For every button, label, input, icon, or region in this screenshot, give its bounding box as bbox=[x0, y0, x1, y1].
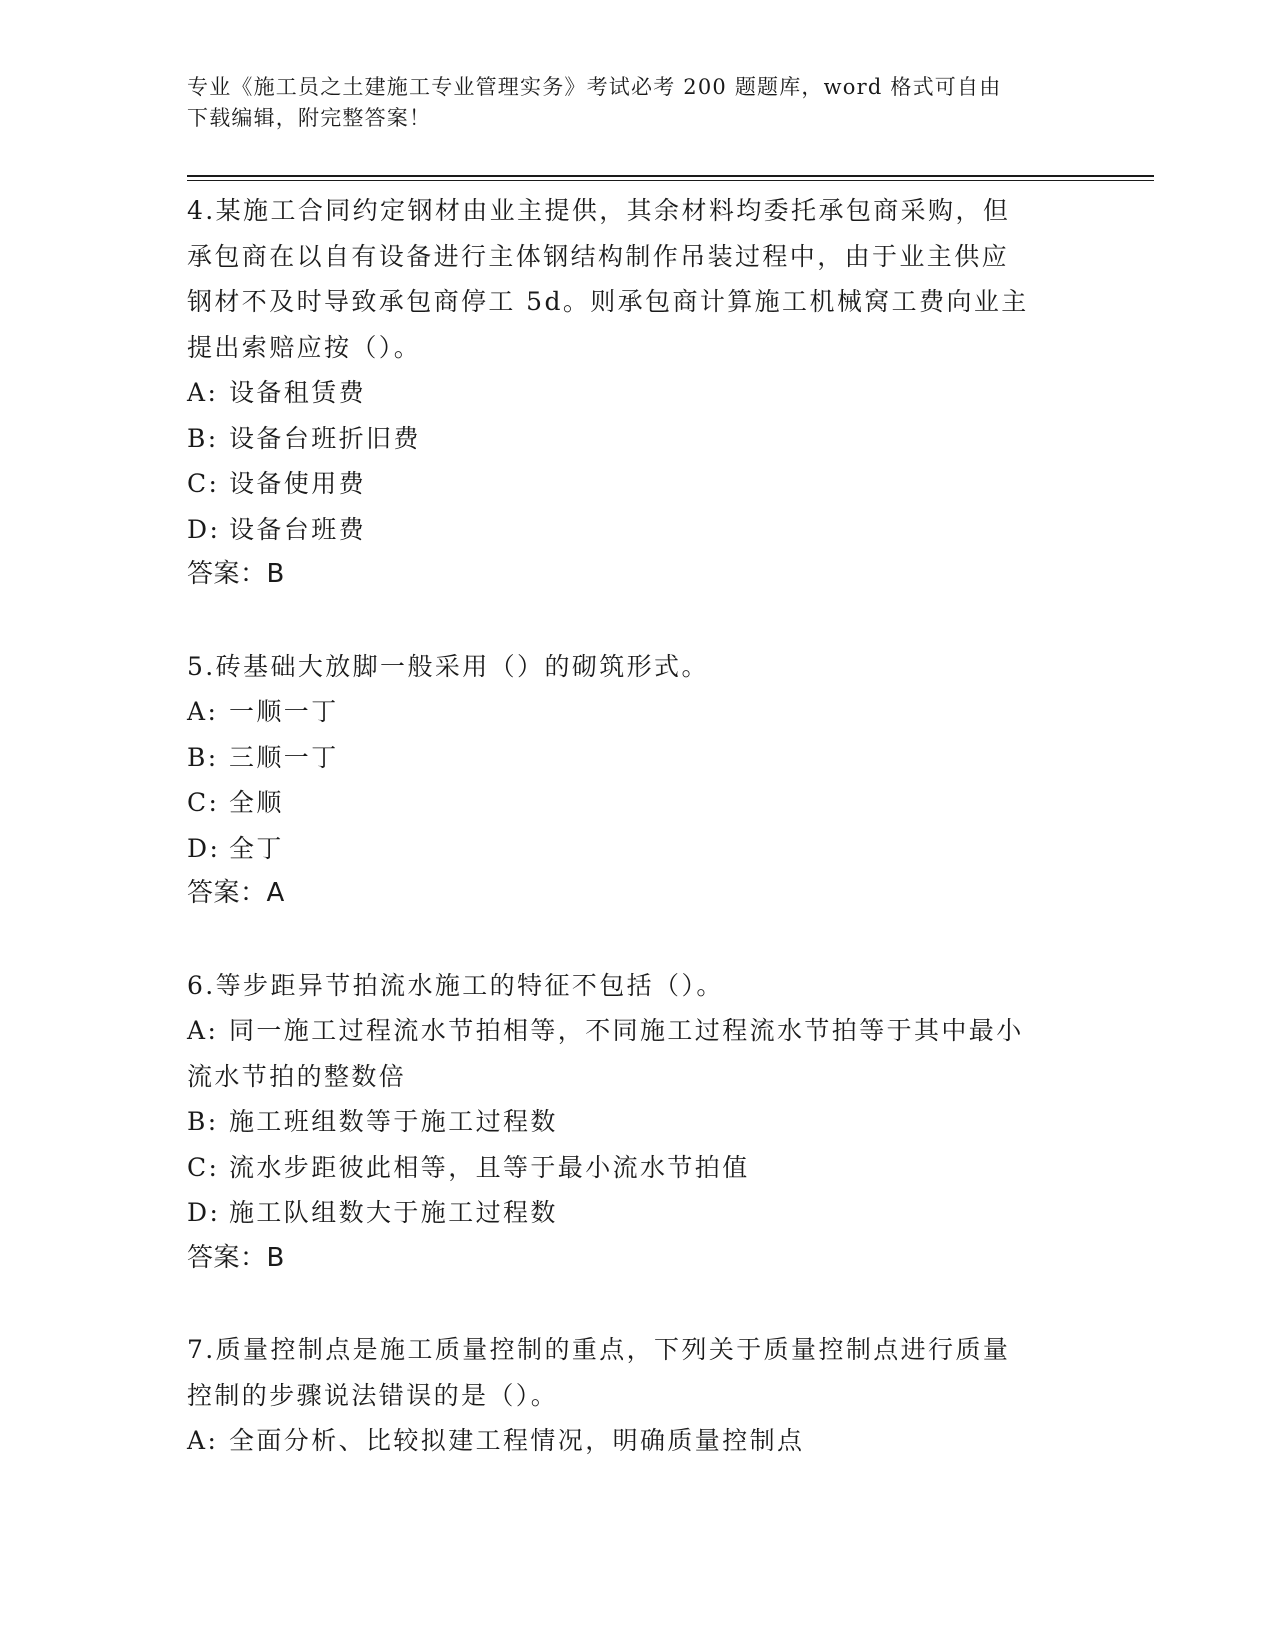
option-key: C: bbox=[187, 1152, 220, 1182]
option-line bbox=[187, 1145, 1087, 1191]
header-divider-thin bbox=[187, 180, 1154, 181]
question-stem-line: 钢材不及时导致承包商停工 5d。则承包商计算施工机械窝工费向业主 bbox=[187, 287, 1029, 316]
option-key: D: bbox=[187, 1198, 221, 1227]
option-text: 设备使用费 bbox=[229, 469, 367, 498]
document-header bbox=[187, 72, 1067, 134]
answer-line: 答案：A bbox=[187, 878, 285, 908]
question-block bbox=[187, 644, 1087, 917]
option-key: D: bbox=[187, 833, 221, 863]
option-key: A: bbox=[187, 1016, 219, 1045]
question-stem-line: 承包商在以自有设备进行主体钢结构制作吊装过程中，由于业主供应 bbox=[187, 241, 1010, 271]
option-key: B: bbox=[187, 1107, 219, 1136]
option-line bbox=[187, 735, 1087, 781]
option-key: D: bbox=[187, 514, 221, 544]
question-stem-line: 5.砖基础大放脚一般采用（）的砌筑形式。 bbox=[187, 651, 709, 681]
option-line bbox=[187, 1190, 1087, 1236]
option-key: A: bbox=[187, 378, 219, 407]
option-line bbox=[187, 461, 1087, 507]
option-line bbox=[187, 1099, 1087, 1145]
option-text: 流水步距彼此相等，且等于最小流水节拍值 bbox=[229, 1152, 750, 1182]
option-text: 同一施工过程流水节拍相等，不同施工过程流水节拍等于其中最小 bbox=[229, 1016, 1024, 1045]
option-text: 施工班组数等于施工过程数 bbox=[229, 1107, 558, 1136]
option-key: A: bbox=[187, 697, 219, 726]
option-text: 设备台班费 bbox=[229, 514, 367, 544]
question-block bbox=[187, 188, 1087, 598]
option-line bbox=[187, 1054, 1087, 1100]
header-line-1: 专业《施工员之土建施工专业管理实务》考试必考 200 题题库，word 格式可自由 bbox=[187, 75, 1002, 99]
header-divider-thick bbox=[187, 175, 1154, 177]
option-text: 全丁 bbox=[229, 833, 284, 863]
option-text: 设备租赁费 bbox=[229, 378, 367, 407]
option-line bbox=[187, 826, 1087, 872]
question-block bbox=[187, 963, 1087, 1282]
question-block bbox=[187, 1327, 1087, 1464]
answer-line: 答案：B bbox=[187, 1242, 285, 1273]
option-key: B: bbox=[187, 423, 219, 453]
option-text: 全面分析、比较拟建工程情况，明确质量控制点 bbox=[229, 1426, 805, 1455]
question-stem-line: 4.某施工合同约定钢材由业主提供，其余材料均委托承包商采购，但 bbox=[187, 196, 1011, 225]
option-text: 一顺一丁 bbox=[229, 697, 339, 726]
option-key: C: bbox=[187, 469, 220, 498]
header-line-2: 下载编辑，附完整答案！ bbox=[187, 106, 432, 130]
option-key: C: bbox=[187, 788, 220, 817]
question-stem-line: 6.等步距异节拍流水施工的特征不包括（）。 bbox=[187, 970, 724, 1000]
answer-line: 答案：B bbox=[187, 559, 285, 589]
option-line bbox=[187, 1008, 1087, 1054]
question-list bbox=[187, 188, 1087, 1464]
option-line bbox=[187, 689, 1087, 735]
option-key: A: bbox=[187, 1426, 219, 1455]
question-stem-line: 提出索赔应按（）。 bbox=[187, 332, 422, 362]
question-stem-line: 7.质量控制点是施工质量控制的重点，下列关于质量控制点进行质量 bbox=[187, 1335, 1011, 1364]
option-line bbox=[187, 416, 1087, 462]
option-text: 设备台班折旧费 bbox=[229, 423, 421, 453]
option-text: 流水节拍的整数倍 bbox=[187, 1061, 407, 1091]
option-line bbox=[187, 780, 1087, 826]
option-key: B: bbox=[187, 742, 219, 772]
option-line bbox=[187, 1418, 1087, 1464]
option-text: 三顺一丁 bbox=[229, 742, 339, 772]
option-text: 全顺 bbox=[229, 788, 284, 817]
option-line bbox=[187, 370, 1087, 416]
option-line bbox=[187, 507, 1087, 553]
option-text: 施工队组数大于施工过程数 bbox=[229, 1198, 558, 1227]
question-stem-line: 控制的步骤说法错误的是（）。 bbox=[187, 1380, 559, 1410]
